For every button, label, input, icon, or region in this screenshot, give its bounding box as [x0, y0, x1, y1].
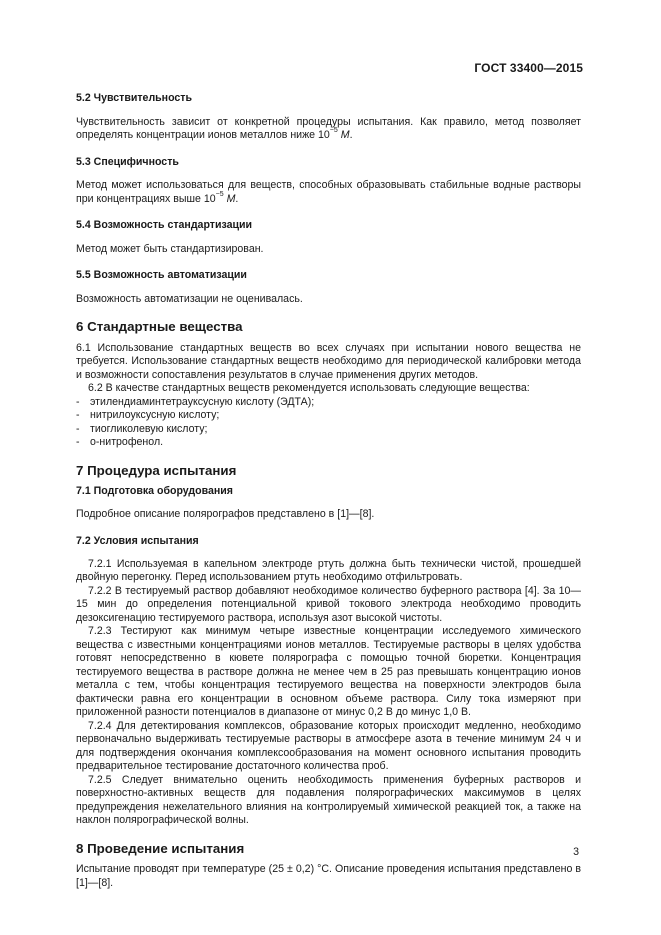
section-5-4 — [76, 219, 581, 256]
standard-substances-list — [76, 396, 581, 450]
section-5-3-exponent: −5 — [215, 190, 224, 198]
section-5-2-text-end: . — [349, 129, 353, 141]
section-8-title: 8 Проведение испытания — [76, 840, 245, 856]
section-5-3-text-main: Метод может использоваться для веществ, способных образовывать стабильные водные растворы при концентрациях выше 10 — [76, 179, 581, 205]
list-item: - нитрилоуксусную кислоту; — [76, 409, 581, 423]
section-5-3-title: 5.3 Специфичность — [76, 155, 179, 168]
section-8-text: Испытание проводят при температуре (25 ± 0,2) °С. Описание проведения испытания представлено в [1]—[8]. — [76, 863, 581, 889]
section-5-3-text — [76, 179, 581, 206]
paragraph-7-2-5: 7.2.5 Следует внимательно оценить необходимость применения буферных растворов и поверхностно-активных веществ для подавления полярографических максимумов в целях предупреждения нежелательного влияния на контролируемый химической реакцией ток, а также на наклон полярографической волны. — [76, 773, 581, 826]
list-item: - о-нитрофенол. — [76, 436, 581, 450]
section-5-2 — [76, 92, 581, 143]
section-5-5-title: 5.5 Возможность автоматизации — [76, 269, 247, 281]
section-5-2-title: 5.2 Чувствительность — [76, 92, 193, 104]
section-8 — [76, 842, 581, 891]
paragraph-7-2-2: 7.2.2 В тестируемый раствор добавляют необходимое количество буферного раствора [4]. За 10—15 мин до определения потенциальной кривой токового электрода необходимо проводить дезоксигенацию тестируемого раствора, используя азот высокой чистоты. — [76, 584, 581, 624]
section-5-4-text: Метод может быть стандартизирован. — [76, 242, 264, 255]
section-5-3-unit: М — [226, 192, 236, 205]
section-5-2-exponent: −5 — [329, 127, 338, 135]
list-item: - этилендиаминтетрауксусную кислоту (ЭДТА); — [76, 396, 581, 410]
section-5-5-text: Возможность автоматизации не оценивалась. — [76, 292, 303, 305]
page-number: 3 — [573, 846, 579, 858]
section-7-2-title: 7.2 Условия испытания — [76, 535, 199, 547]
list-item: - тиогликолевую кислоту; — [76, 423, 581, 437]
section-6-title: 6 Стандартные вещества — [76, 319, 243, 334]
section-7 — [76, 464, 581, 828]
section-5-3-text-end: . — [235, 192, 239, 205]
document-body — [76, 92, 581, 890]
section-7-title: 7 Процедура испытания — [76, 462, 237, 478]
section-5-4-title: 5.4 Возможность стандартизации — [76, 219, 253, 231]
paragraph-7-2-1: 7.2.1 Используемая в капельном электроде ртуть должна быть технически чистой, прошедшей двойную перегонку. Перед использованием ртуть необходимо отфильтровать. — [76, 557, 581, 583]
section-5-5 — [76, 269, 581, 306]
section-5-2-unit: М — [340, 129, 350, 141]
section-5-3 — [76, 156, 581, 207]
section-6 — [76, 320, 581, 450]
section-7-1-title: 7.1 Подготовка оборудования — [76, 485, 233, 497]
paragraph-7-2-3: 7.2.3 Тестируют как минимум четыре известные концентрации исследуемого химического вещества с известными концентрациями ионов металлов. Тестируемые растворы в целях удобства готовят непосредственно в кювете полярографа с помощью точной бюретки. Концентрация тестируемого вещества в растворе должна не менее чем в 25 раз превышать концентрацию ионов металла с тем, чтобы концентрация тестируемого вещества на поверхности электродов была фактически равна его концентрации в основном объеме раствора. Силу тока измеряют при приложенной разности потенциалов в диапазоне от минус 0,2 В до минус 1,0 В. — [76, 625, 581, 718]
section-7-1-text: Подробное описание полярографов представлено в [1]—[8]. — [76, 507, 375, 520]
paragraph-6-1: 6.1 Использование стандартных веществ во всех случаях при испытании нового вещества не требуется. Использование стандартных веществ необходимо для периодической калибровки метода и возможности сопоставления результатов в случае применения других методов. — [76, 341, 581, 381]
section-5-2-text — [76, 116, 581, 143]
document-code-header: ГОСТ 33400—2015 — [474, 61, 583, 75]
paragraph-7-2-4: 7.2.4 Для детектирования комплексов, образование которых происходит медленно, необходимо первоначально выдерживать тестируемые растворы в атмосфере азота в течение минимум 24 ч и для подтверждения окончания комплексообразования на момент основного испытания проводить предварительное тестирование достаточного количества проб. — [76, 719, 581, 772]
section-5-2-text-main: Чувствительность зависит от конкретной процедуры испытания. Как правило, метод позволяет определять концентрации ионов металлов ниже 10 — [76, 115, 581, 141]
paragraph-6-2: 6.2 В качестве стандартных веществ рекомендуется использовать следующие вещества: — [88, 382, 530, 394]
